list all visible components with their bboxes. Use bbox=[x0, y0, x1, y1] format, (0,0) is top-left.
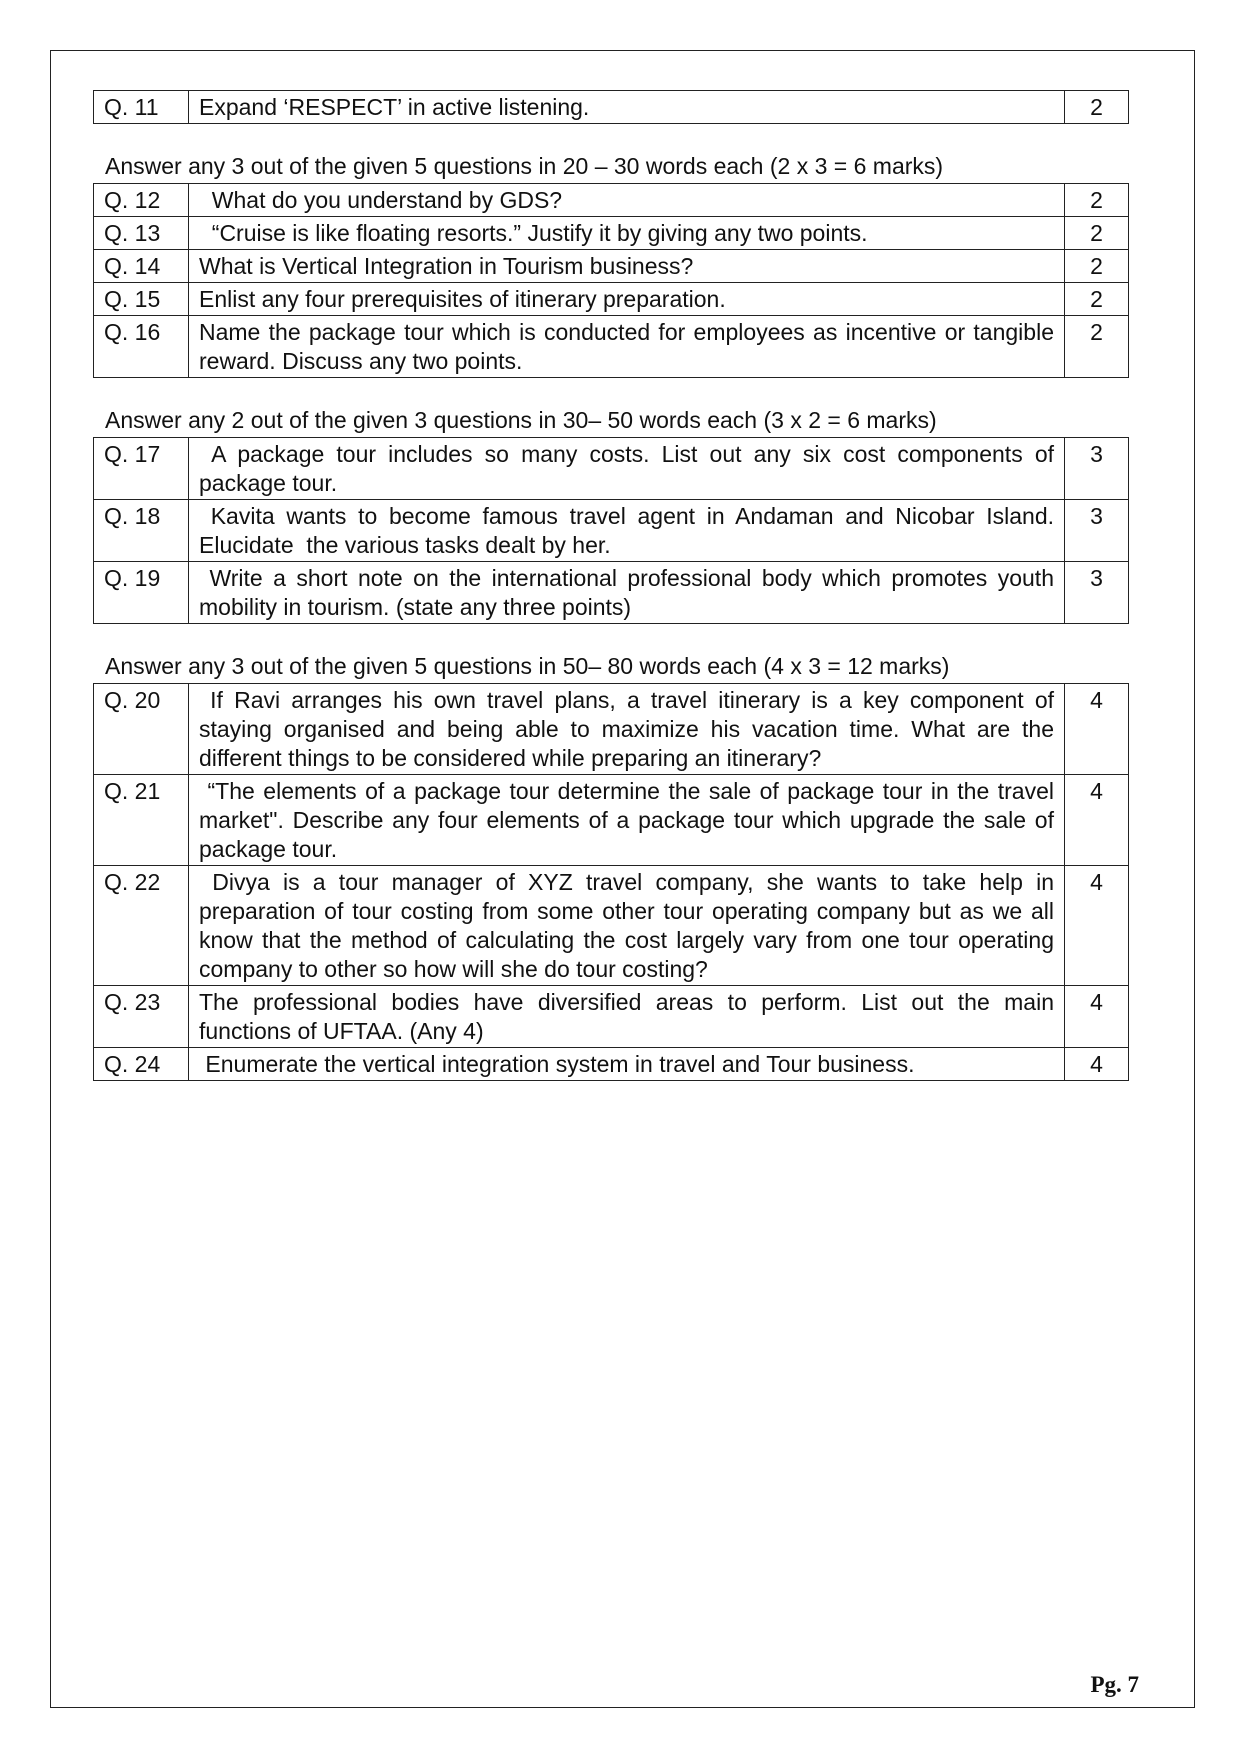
question-text: A package tour includes so many costs. List out any six cost components of package tour. bbox=[189, 438, 1065, 500]
question-row bbox=[94, 866, 1129, 986]
question-number: Q. 24 bbox=[94, 1048, 189, 1081]
question-row bbox=[94, 438, 1129, 500]
question-number: Q. 13 bbox=[94, 217, 189, 250]
question-marks: 4 bbox=[1065, 1048, 1129, 1081]
question-row bbox=[94, 986, 1129, 1048]
question-text: “Cruise is like floating resorts.” Justify it by giving any two points. bbox=[189, 217, 1065, 250]
question-number: Q. 12 bbox=[94, 184, 189, 217]
question-number: Q. 17 bbox=[94, 438, 189, 500]
question-text: Enumerate the vertical integration system in travel and Tour business. bbox=[189, 1048, 1065, 1081]
question-text: If Ravi arranges his own travel plans, a travel itinerary is a key component of staying organised and being able to maximize his vacation time. What are the different things to be considered while preparing an itinerary? bbox=[189, 684, 1065, 775]
question-marks: 4 bbox=[1065, 684, 1129, 775]
question-marks: 3 bbox=[1065, 500, 1129, 562]
question-text: “The elements of a package tour determine the sale of package tour in the travel market". Describe any four elements of a package tour which upgrade the sale of package tour. bbox=[189, 775, 1065, 866]
question-row bbox=[94, 500, 1129, 562]
question-text: Write a short note on the international professional body which promotes youth mobility in tourism. (state any three points) bbox=[189, 562, 1065, 624]
question-marks: 2 bbox=[1065, 217, 1129, 250]
question-text: The professional bodies have diversified areas to perform. List out the main functions of UFTAA. (Any 4) bbox=[189, 986, 1065, 1048]
question-number: Q. 14 bbox=[94, 250, 189, 283]
question-row bbox=[94, 184, 1129, 217]
section-instruction: Answer any 3 out of the given 5 questions in 20 – 30 words each (2 x 3 = 6 marks) bbox=[105, 153, 944, 179]
question-row bbox=[94, 283, 1129, 316]
question-table bbox=[93, 183, 1129, 378]
question-row bbox=[94, 316, 1129, 378]
question-text: Divya is a tour manager of XYZ travel company, she wants to take help in preparation of tour costing from some other tour operating company but as we all know that the method of calculating the cost largely vary from one tour operating company to other so how will she do tour costing? bbox=[189, 866, 1065, 986]
question-marks: 2 bbox=[1065, 316, 1129, 378]
question-number: Q. 21 bbox=[94, 775, 189, 866]
question-text: Name the package tour which is conducted for employees as incentive or tangible reward. Discuss any two points. bbox=[189, 316, 1065, 378]
question-marks: 2 bbox=[1065, 250, 1129, 283]
question-row bbox=[94, 684, 1129, 775]
question-marks: 4 bbox=[1065, 986, 1129, 1048]
question-text: What do you understand by GDS? bbox=[189, 184, 1065, 217]
question-table bbox=[93, 683, 1129, 1081]
question-text: Kavita wants to become famous travel agent in Andaman and Nicobar Island. Elucidate the various tasks dealt by her. bbox=[189, 500, 1065, 562]
question-marks: 4 bbox=[1065, 775, 1129, 866]
question-marks: 2 bbox=[1065, 184, 1129, 217]
question-row bbox=[94, 217, 1129, 250]
question-text: Expand ‘RESPECT’ in active listening. bbox=[189, 91, 1065, 124]
question-marks: 2 bbox=[1065, 91, 1129, 124]
question-number: Q. 20 bbox=[94, 684, 189, 775]
question-row bbox=[94, 775, 1129, 866]
question-row bbox=[94, 250, 1129, 283]
question-paper-content bbox=[93, 90, 1129, 1081]
section-instruction: Answer any 2 out of the given 3 questions in 30– 50 words each (3 x 2 = 6 marks) bbox=[105, 407, 937, 433]
question-number: Q. 18 bbox=[94, 500, 189, 562]
question-row bbox=[94, 1048, 1129, 1081]
question-marks: 3 bbox=[1065, 562, 1129, 624]
question-row bbox=[94, 562, 1129, 624]
question-table bbox=[93, 90, 1129, 124]
question-number: Q. 23 bbox=[94, 986, 189, 1048]
question-number: Q. 19 bbox=[94, 562, 189, 624]
question-text: What is Vertical Integration in Tourism business? bbox=[189, 250, 1065, 283]
section-instruction: Answer any 3 out of the given 5 questions in 50– 80 words each (4 x 3 = 12 marks) bbox=[105, 653, 950, 679]
question-marks: 4 bbox=[1065, 866, 1129, 986]
question-number: Q. 16 bbox=[94, 316, 189, 378]
question-text: Enlist any four prerequisites of itinerary preparation. bbox=[189, 283, 1065, 316]
question-number: Q. 11 bbox=[94, 91, 189, 124]
question-marks: 3 bbox=[1065, 438, 1129, 500]
question-table bbox=[93, 437, 1129, 624]
page-number: Pg. 7 bbox=[1090, 1672, 1139, 1697]
question-row bbox=[94, 91, 1129, 124]
question-marks: 2 bbox=[1065, 283, 1129, 316]
question-number: Q. 22 bbox=[94, 866, 189, 986]
question-number: Q. 15 bbox=[94, 283, 189, 316]
